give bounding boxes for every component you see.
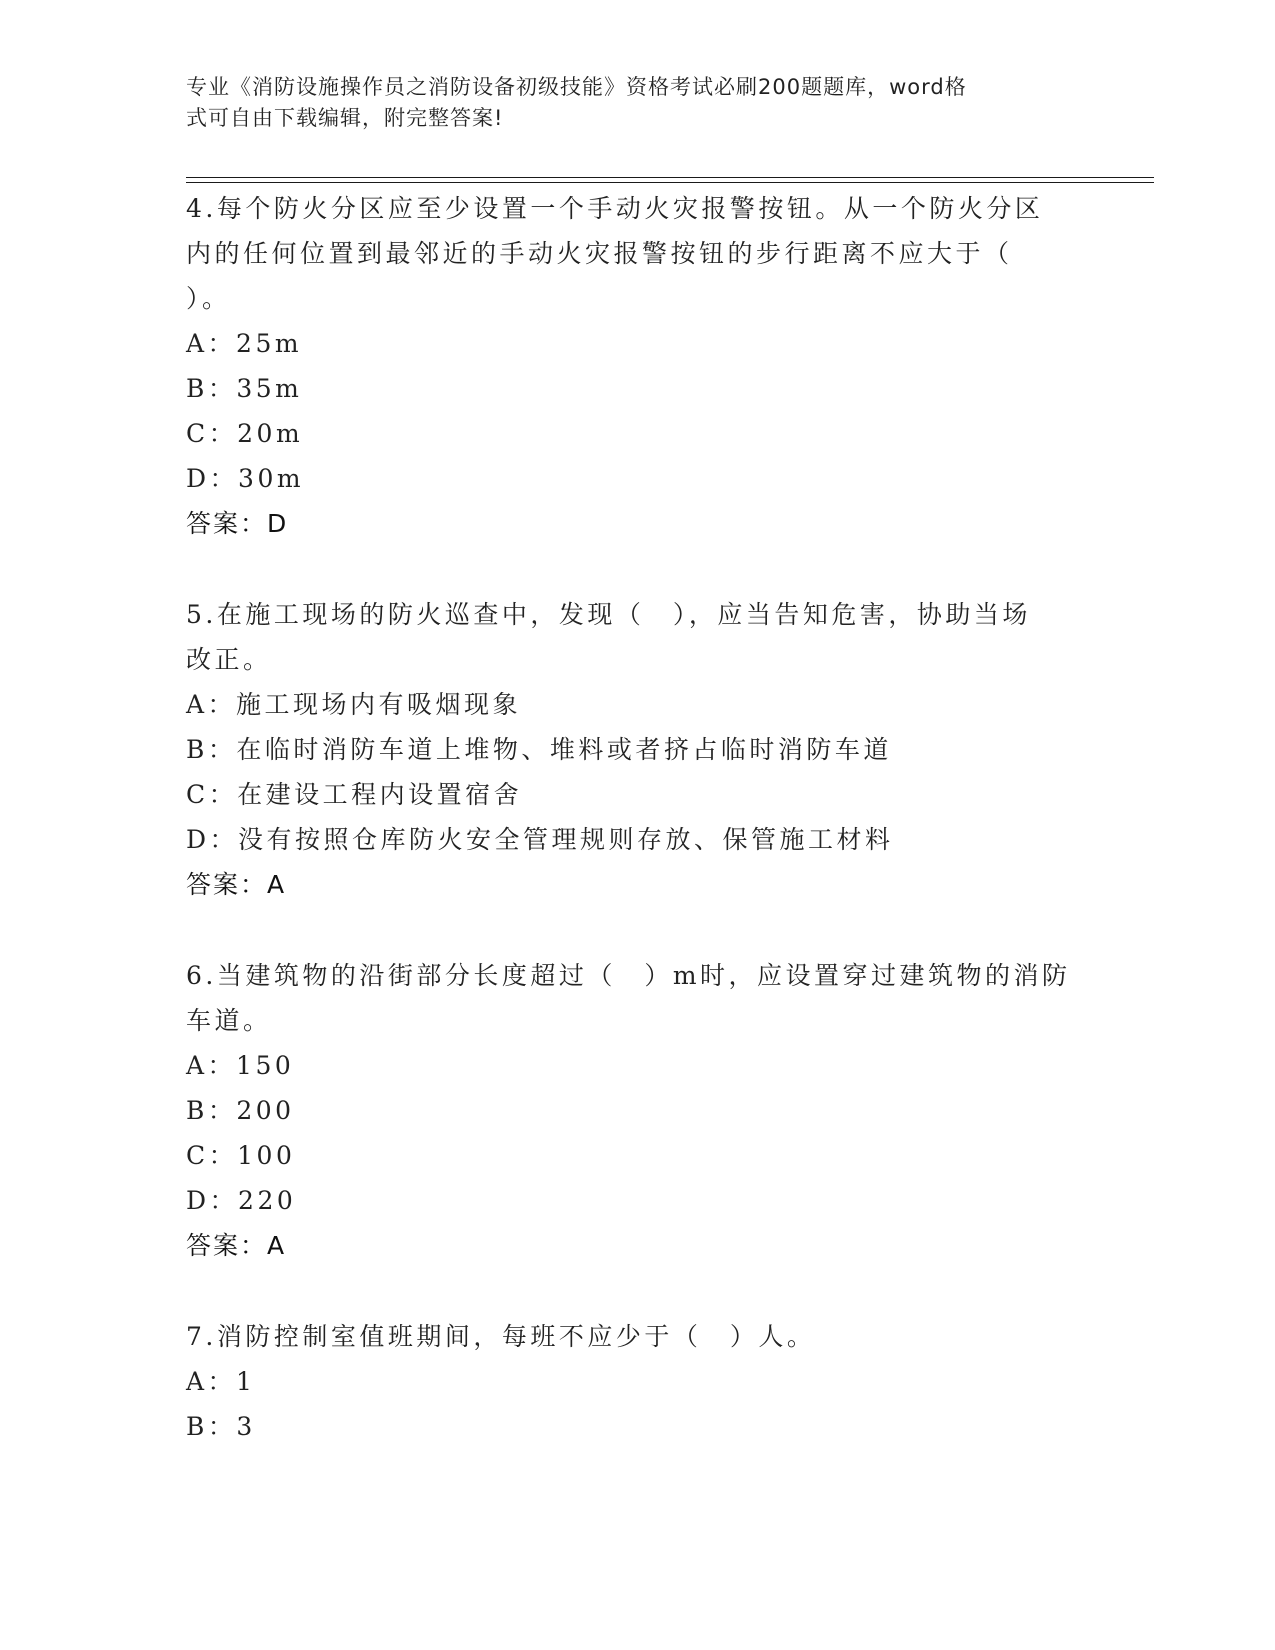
question-stem: [186, 186, 1086, 321]
header-divider: [186, 177, 1154, 178]
question-stem-line: 7.消防控制室值班期间，每班不应少于（ ）人。: [186, 1322, 816, 1351]
correct-answer: 答案：A: [186, 1231, 287, 1260]
question-item: [186, 953, 1086, 1268]
question-stem-line: 4.每个防火分区应至少设置一个手动火灾报警按钮。从一个防火分区: [186, 194, 1044, 223]
answer-option: B：在临时消防车道上堆物、堆料或者挤占临时消防车道: [186, 735, 892, 764]
answer-option: D：30m: [186, 464, 305, 493]
answer-option: D：220: [186, 1186, 297, 1215]
question-stem-line: 5.在施工现场的防火巡查中，发现（ ），应当告知危害，协助当场: [186, 600, 1031, 629]
answer-option: A：施工现场内有吸烟现象: [186, 690, 522, 719]
question-item: [186, 186, 1086, 546]
correct-answer: 答案：A: [186, 870, 287, 899]
question-stem: [186, 953, 1086, 1043]
answer-option: C：100: [186, 1141, 296, 1170]
question-list: [186, 186, 1086, 1495]
question-stem-line: 车道。: [186, 1006, 272, 1035]
answer-option: C：20m: [186, 419, 304, 448]
question-item: [186, 592, 1086, 907]
header-line: 专业《消防设施操作员之消防设备初级技能》资格考试必刷200题题库，word格: [186, 75, 967, 99]
correct-answer: 答案：D: [186, 509, 289, 538]
answer-option: A：25m: [186, 329, 303, 358]
answer-option: D：没有按照仓库防火安全管理规则存放、保管施工材料: [186, 825, 894, 854]
answer-option: B：200: [186, 1096, 295, 1125]
question-stem: [186, 1314, 1086, 1359]
answer-option: A：1: [186, 1367, 256, 1396]
header-line: 式可自由下载编辑，附完整答案!: [186, 106, 504, 130]
answer-option: C：在建设工程内设置宿舍: [186, 780, 523, 809]
answer-option: B：35m: [186, 374, 303, 403]
answer-option: B：3: [186, 1412, 256, 1441]
question-stem-line: 6.当建筑物的沿街部分长度超过（ ）m时，应设置穿过建筑物的消防: [186, 961, 1071, 990]
document-header: [186, 72, 1066, 134]
question-stem-line: 内的任何位置到最邻近的手动火灾报警按钮的步行距离不应大于（: [186, 239, 1013, 268]
header-divider: [186, 182, 1154, 183]
question-item: [186, 1314, 1086, 1449]
question-stem-line: ）。: [186, 284, 231, 313]
question-stem: [186, 592, 1086, 682]
answer-option: A：150: [186, 1051, 295, 1080]
question-stem-line: 改正。: [186, 645, 272, 674]
